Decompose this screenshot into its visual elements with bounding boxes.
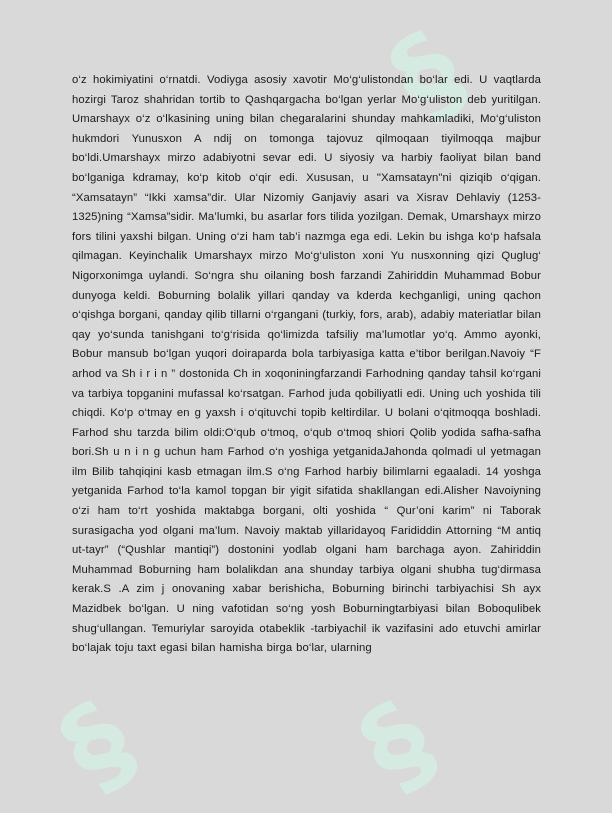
watermark-logo-bottom-left: § — [38, 676, 157, 813]
watermark-logo-top-right: § — [368, 6, 487, 144]
body-paragraph: o‘z hokimiyatini o‘rnatdi. Vodiyga asosiy xavotir Mo‘g‘ulistondan bo‘lar edi. U vaqtlarda hozirgi Taroz shahridan tortib to Qashqargacha bo‘lgan yerlar Mo‘g‘uliston deb yuritilgan. Umarshayx o‘z o‘lkasining uning bilan chegaralarini shunday mahkamladiki, Mo‘g‘uliston hukmdori Yunusxon A ndij on tomonga tajovuz qilmoqaan tiyilmoqqa majbur bo‘ldi.Umarshayx mirzo adabiyotni sevar edi. U siyosiy va harbiy faoliyat bilan band bo‘lganiga kdramay, ko‘p kitob o‘qir edi. Xususan, u "Xamsatayn"ni qiziqib o‘qigan. “Xamsatayn” “Ikki xamsa”dir. Ular Nizomiy Ganjaviy asari va Xisrav Dehlaviy (1253-1325)ning “Xamsa”sidir. Ma’lumki, bu asarlar fors tilida yozilgan. Demak, Umarshayx mirzo fors tilini yaxshi bilgan. Uning o‘zi ham tab’i nazmga ega edi. Lekin bu ishga ko‘p hafsala qilmagan. Keyinchalik Umarshayx mirzo Mo‘g‘uliston xoni Yu nusxonning qizi Quglug‘ Nigorxonimga uylandi. So‘ngra shu oilaning bosh farzandi Zahiriddin Muhammad Bobur dunyoga keldi. Boburning bolalik yillari qanday va kderda kechganligi, uning qachon o‘qishga borgani, qanday qilib tillarni o‘rgangani (turkiy, fors, arab), adabiy materiatlar bilan qay yo‘sunda tanishgani to‘g‘risida qo‘limizda tafsiliy ma’lumotlar yo‘q. Ammo ayonki, Bobur mansub bo‘lgan yuqori doiraparda bola tarbiyasiga katta e’tibor berilgan.Navoiy “F arhod va Sh i r i n ” dostonida Ch in xoqoniningfarzandi Farhodning qanday tahsil ko‘rgani va tarbiya topganini mufassal ko‘rsatgan. Farhod juda qobiliyatli edi. Uning uch yoshida tili chiqdi. Ko‘p o‘tmay en g yaxsh i o‘qituvchi topib keltirdilar. U bolani o‘qitmoqqa boshladi. Farhod shu tarzda bilim oldi:O‘qub o‘tmoq, o‘qub o‘tmoq shiori Qolib yodida safha-safha bori.Sh u n i n g uchun ham Farhod o‘n yoshiga yetganidaJahonda qolmadi ul yetmagan ilm Bilib tahqiqini kasb etmagan ilm.S o‘ng Farhod harbiy bilimlarni egaaladi. 14 yoshga yetganida Farhod to‘la kamol topgan bir yigit sifatida shakllangan edi.Alisher Navoiyning o‘zi ham to‘rt yoshida maktabga borgani, olti yoshida “ Qur’oni karim” ni Taborak surasigacha yod olgani ma’lum. Navoiy maktab yillaridayoq Farididdin Attorning “M antiq ut-tayr” (“Qushlar mantiqi”) dostonini yodlab olgani ham barchaga ayon. Zahiriddin Muhammad Boburning ham bolalikdan ana shunday tarbiya olgani shubha tug‘dirmasa kerak.S .A zim j onovaning xabar berishicha, Boburning birinchi tarbiyachisi Sh ayx Mazidbek bo‘lgan. U ning vafotidan so‘ng yosh Boburningtarbiyasi bilan Boboqulibek shug‘ullangan. Temuriylar saroyida otabeklik -tarbiyachil ik vazifasini ado etuvchi amirlar bo‘lajak toju taxt egasi bilan hamisha birga bo‘lar, ularning — [72, 74, 541, 655]
watermark-logo-bottom-right: § — [338, 676, 457, 813]
document-page — [72, 71, 541, 659]
